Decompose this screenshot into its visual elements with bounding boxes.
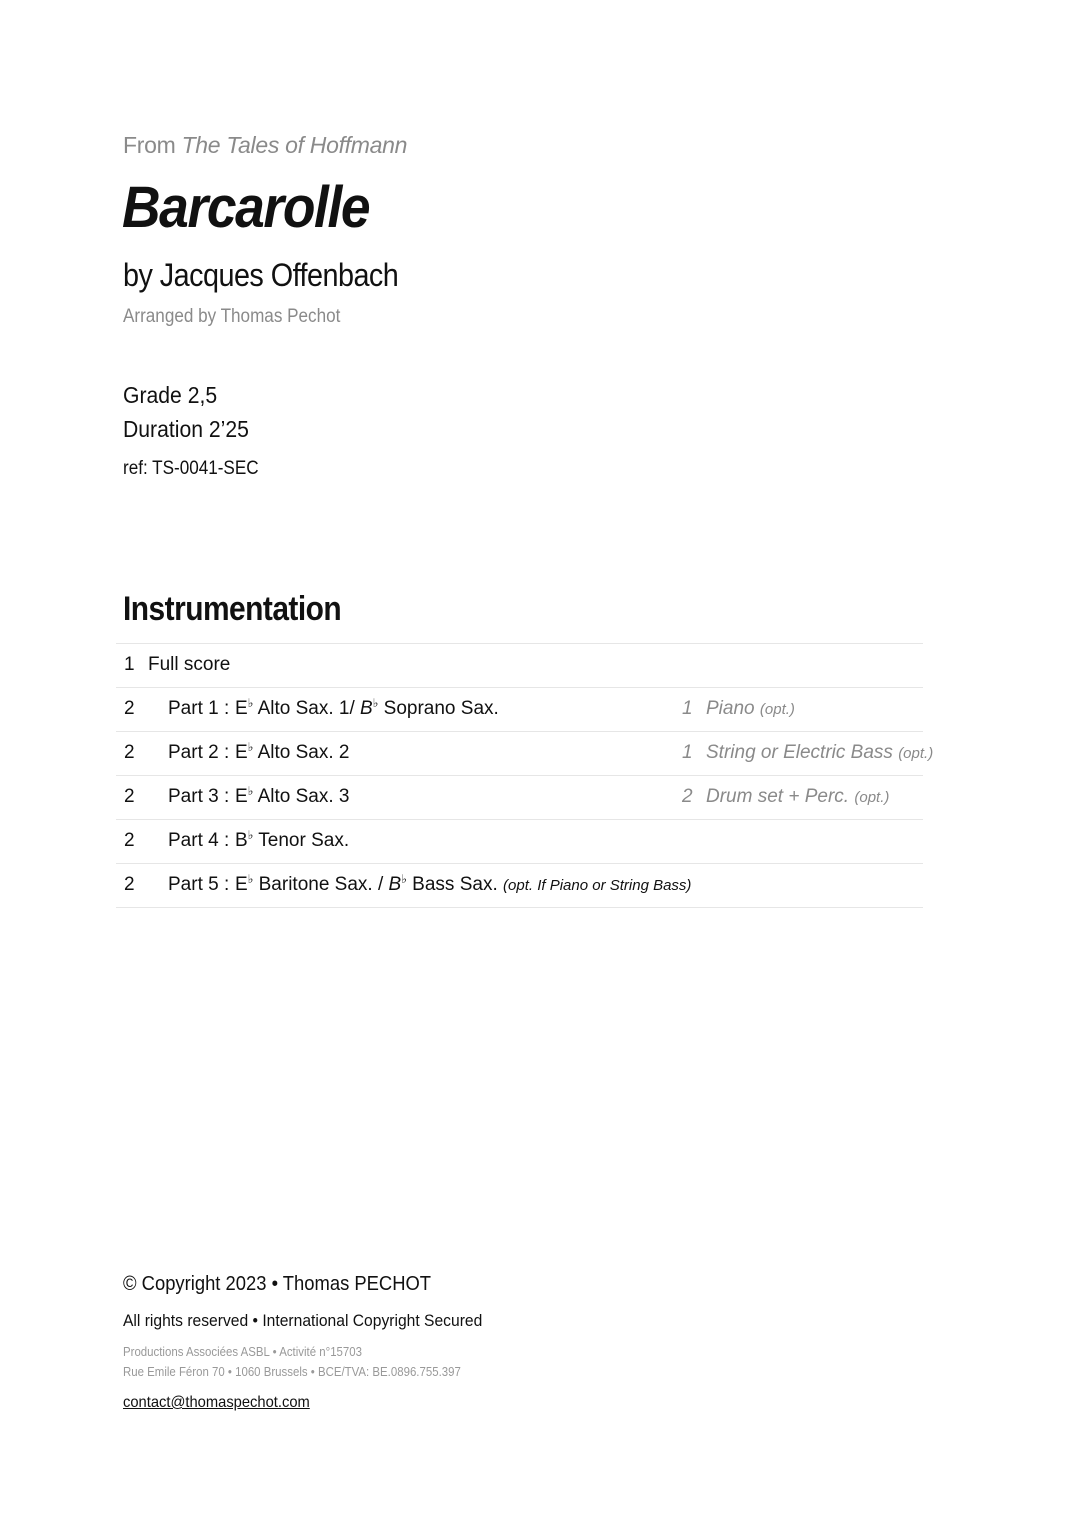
instrument-text: Soprano Sax. [378, 698, 499, 719]
part-label: Part 1 : [168, 698, 230, 719]
grade-text: Grade 2,5 [123, 382, 218, 408]
key-note: B [360, 698, 373, 719]
quantity: 2 [124, 698, 135, 719]
contact-email-link[interactable]: contact@thomaspechot.com [123, 1394, 310, 1411]
full-score-label: Full score [148, 654, 231, 675]
key-note: B [235, 830, 248, 851]
key-note: E [235, 742, 248, 763]
table-row [116, 732, 934, 776]
piece-title: Barcarolle [122, 175, 370, 240]
flat-sign: ♭ [372, 696, 379, 710]
production-line-2: Rue Emile Féron 70 • 1060 Brussels • BCE/TVA: BE.0896.755.397 [123, 1364, 461, 1379]
table-row [116, 776, 923, 820]
reference-code: ref: TS-0041-SEC [123, 458, 259, 479]
flat-sign: ♭ [401, 872, 407, 886]
instrument-text: Baritone Sax. / [253, 874, 389, 895]
key-note: B [388, 874, 402, 895]
optional-note: (opt. If Piano or String Bass) [503, 877, 692, 894]
flat-sign: ♭ [247, 696, 254, 710]
table-row [116, 688, 923, 732]
instrument-name [235, 874, 691, 896]
composer-line: by Jacques Offenbach [123, 257, 399, 293]
optional-instrument [706, 698, 795, 720]
source-work-title: The Tales of Hoffmann [181, 132, 408, 158]
instrument-text: Alto Sax. 3 [253, 786, 350, 807]
quantity: 2 [124, 874, 135, 895]
instrument-name [235, 830, 349, 852]
instrument-name [235, 698, 499, 720]
source-work-line [123, 132, 407, 159]
table-row [116, 820, 923, 864]
instrumentation-table [116, 643, 934, 908]
part-label: Part 5 : [168, 874, 230, 895]
arranger-line: Arranged by Thomas Pechot [123, 306, 341, 327]
quantity: 1 [124, 654, 135, 675]
rights-line: All rights reserved • International Copyright Secured [123, 1311, 483, 1330]
key-note: E [235, 698, 248, 719]
key-note: E [235, 874, 248, 895]
instrument-text: Bass Sax. [406, 874, 504, 895]
flat-sign: ♭ [247, 828, 254, 842]
optional-quantity: 1 [682, 742, 693, 763]
quantity: 2 [124, 830, 135, 851]
optional-tag: (opt.) [759, 701, 795, 718]
optional-tag: (opt.) [854, 789, 890, 806]
duration-text: Duration 2’25 [123, 416, 249, 442]
production-line-1: Productions Associées ASBL • Activité n°15703 [123, 1344, 363, 1359]
quantity: 2 [124, 742, 135, 763]
table-row [116, 864, 923, 908]
flat-sign: ♭ [247, 740, 254, 754]
optional-tag: (opt.) [898, 745, 934, 762]
instrument-name [235, 742, 349, 764]
optional-instrument [706, 742, 933, 764]
flat-sign: ♭ [247, 784, 254, 798]
optional-instrument-name: Drum set + Perc. [706, 786, 850, 807]
quantity: 2 [124, 786, 135, 807]
instrument-name [235, 786, 349, 808]
instrument-text: Alto Sax. 2 [253, 742, 350, 763]
from-prefix: From [123, 132, 176, 158]
part-label: Part 2 : [168, 742, 230, 763]
instrument-text: Alto Sax. 1/ [253, 698, 361, 719]
optional-instrument-name: String or Electric Bass [706, 742, 893, 763]
key-note: E [235, 786, 248, 807]
optional-quantity: 1 [682, 698, 693, 719]
copyright-line: © Copyright 2023 • Thomas PECHOT [123, 1273, 432, 1295]
flat-sign: ♭ [247, 872, 254, 886]
part-label: Part 3 : [168, 786, 230, 807]
optional-instrument [706, 786, 889, 808]
part-label: Part 4 : [168, 830, 230, 851]
table-row [116, 644, 923, 688]
optional-instrument-name: Piano [706, 698, 755, 719]
instrument-text: Tenor Sax. [253, 830, 350, 851]
optional-quantity: 2 [682, 786, 693, 807]
instrumentation-heading: Instrumentation [123, 590, 342, 628]
